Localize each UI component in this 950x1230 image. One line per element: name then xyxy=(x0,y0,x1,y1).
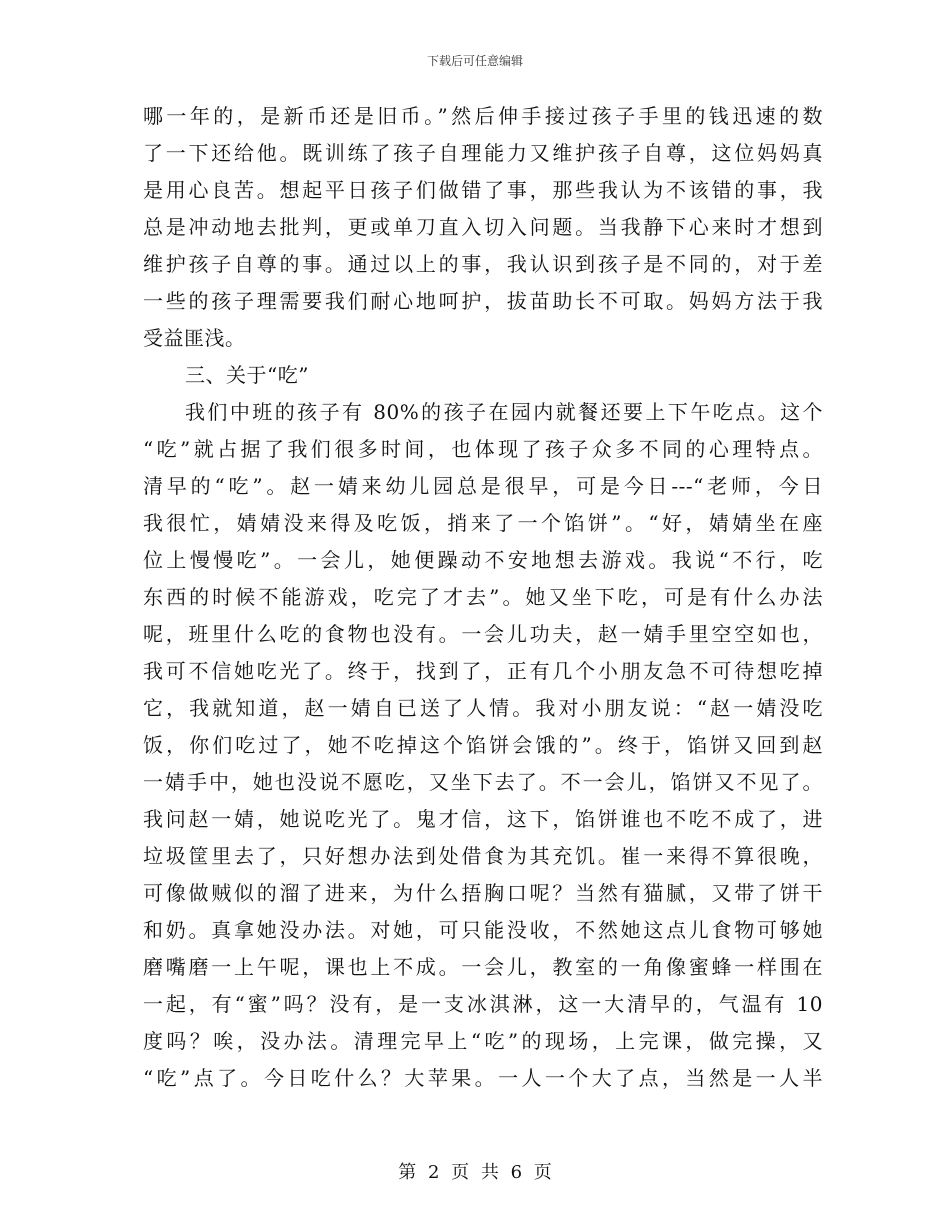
text-line: 一起，有“蜜”吗？没有，是一支冰淇淋，这一大清早的，气温有 10 xyxy=(143,992,823,1016)
page-footer: 第 2 页 共 6 页 xyxy=(398,1162,552,1183)
text-line: 位上慢慢吃”。一会儿，她便躁动不安地想去游戏。我说“不行，吃 xyxy=(143,548,823,572)
text-line: 它，我就知道，赵一婧自已送了人情。我对小朋友说：“赵一婧没吃 xyxy=(143,696,823,720)
section-heading: 三、关于“吃” xyxy=(185,363,309,387)
text-line: 一些的孩子理需要我们耐心地呵护，拔苗助长不可取。妈妈方法于我 xyxy=(143,289,823,313)
text-line: 受益匪浅。 xyxy=(143,326,246,350)
text-line: 度吗？唉，没办法。清理完早上“吃”的现场，上完课，做完操，又 xyxy=(143,1029,823,1053)
text-line: “吃”点了。今日吃什么？大苹果。一人一个大了点，当然是一人半 xyxy=(143,1066,823,1090)
text-line: 我可不信她吃光了。终于，找到了，正有几个小朋友急不可待想吃掉 xyxy=(143,659,823,683)
text-line: 我问赵一婧，她说吃光了。鬼才信，这下，馅饼谁也不吃不成了，进 xyxy=(143,807,823,831)
text-line: 是用心良苦。想起平日孩子们做错了事，那些我认为不该错的事，我 xyxy=(143,178,823,202)
text-line: 维护孩子自尊的事。通过以上的事，我认识到孩子是不同的，对于差 xyxy=(143,252,823,276)
text-line: 总是冲动地去批判，更或单刀直入切入问题。当我静下心来时才想到 xyxy=(143,215,823,239)
text-line: 呢，班里什么吃的食物也没有。一会儿功夫，赵一婧手里空空如也， xyxy=(143,622,823,646)
paragraph-1 xyxy=(143,98,823,357)
text-line: 我们中班的孩子有 80%的孩子在园内就餐还要上下午吃点。这个 xyxy=(185,400,823,424)
text-line: 我很忙，婧婧没来得及吃饭，捎来了一个馅饼”。“好，婧婧坐在座 xyxy=(143,511,823,535)
text-line: 磨嘴磨一上午呢，课也上不成。一会儿，教室的一角像蜜蜂一样围在 xyxy=(143,955,823,979)
paragraph-2 xyxy=(143,394,823,1097)
page-header: 下载后可任意编辑 xyxy=(426,54,523,68)
text-line: 一婧手中，她也没说不愿吃，又坐下去了。不一会儿，馅饼又不见了。 xyxy=(143,770,823,794)
text-line: 清早的“吃”。赵一婧来幼儿园总是很早，可是今日---“老师，今日 xyxy=(143,474,823,498)
text-line: 和奶。真拿她没办法。对她，可只能没收，不然她这点儿食物可够她 xyxy=(143,918,823,942)
text-line: 垃圾筐里去了，只好想办法到处借食为其充饥。崔一来得不算很晚， xyxy=(143,844,823,868)
text-line: 饭，你们吃过了，她不吃掉这个馅饼会饿的”。终于，馅饼又回到赵 xyxy=(143,733,823,757)
text-line: 东西的时候不能游戏，吃完了才去”。她又坐下吃，可是有什么办法 xyxy=(143,585,823,609)
text-line: 可像做贼似的溜了进来，为什么捂胸口呢？当然有猫腻，又带了饼干 xyxy=(143,881,823,905)
text-line: 了一下还给他。既训练了孩子自理能力又维护孩子自尊，这位妈妈真 xyxy=(143,141,823,165)
text-line: 哪一年的，是新币还是旧币。”然后伸手接过孩子手里的钱迅速的数 xyxy=(143,104,823,128)
document-body xyxy=(143,98,823,1097)
text-line: “吃”就占据了我们很多时间，也体现了孩子众多不同的心理特点。 xyxy=(143,437,823,461)
